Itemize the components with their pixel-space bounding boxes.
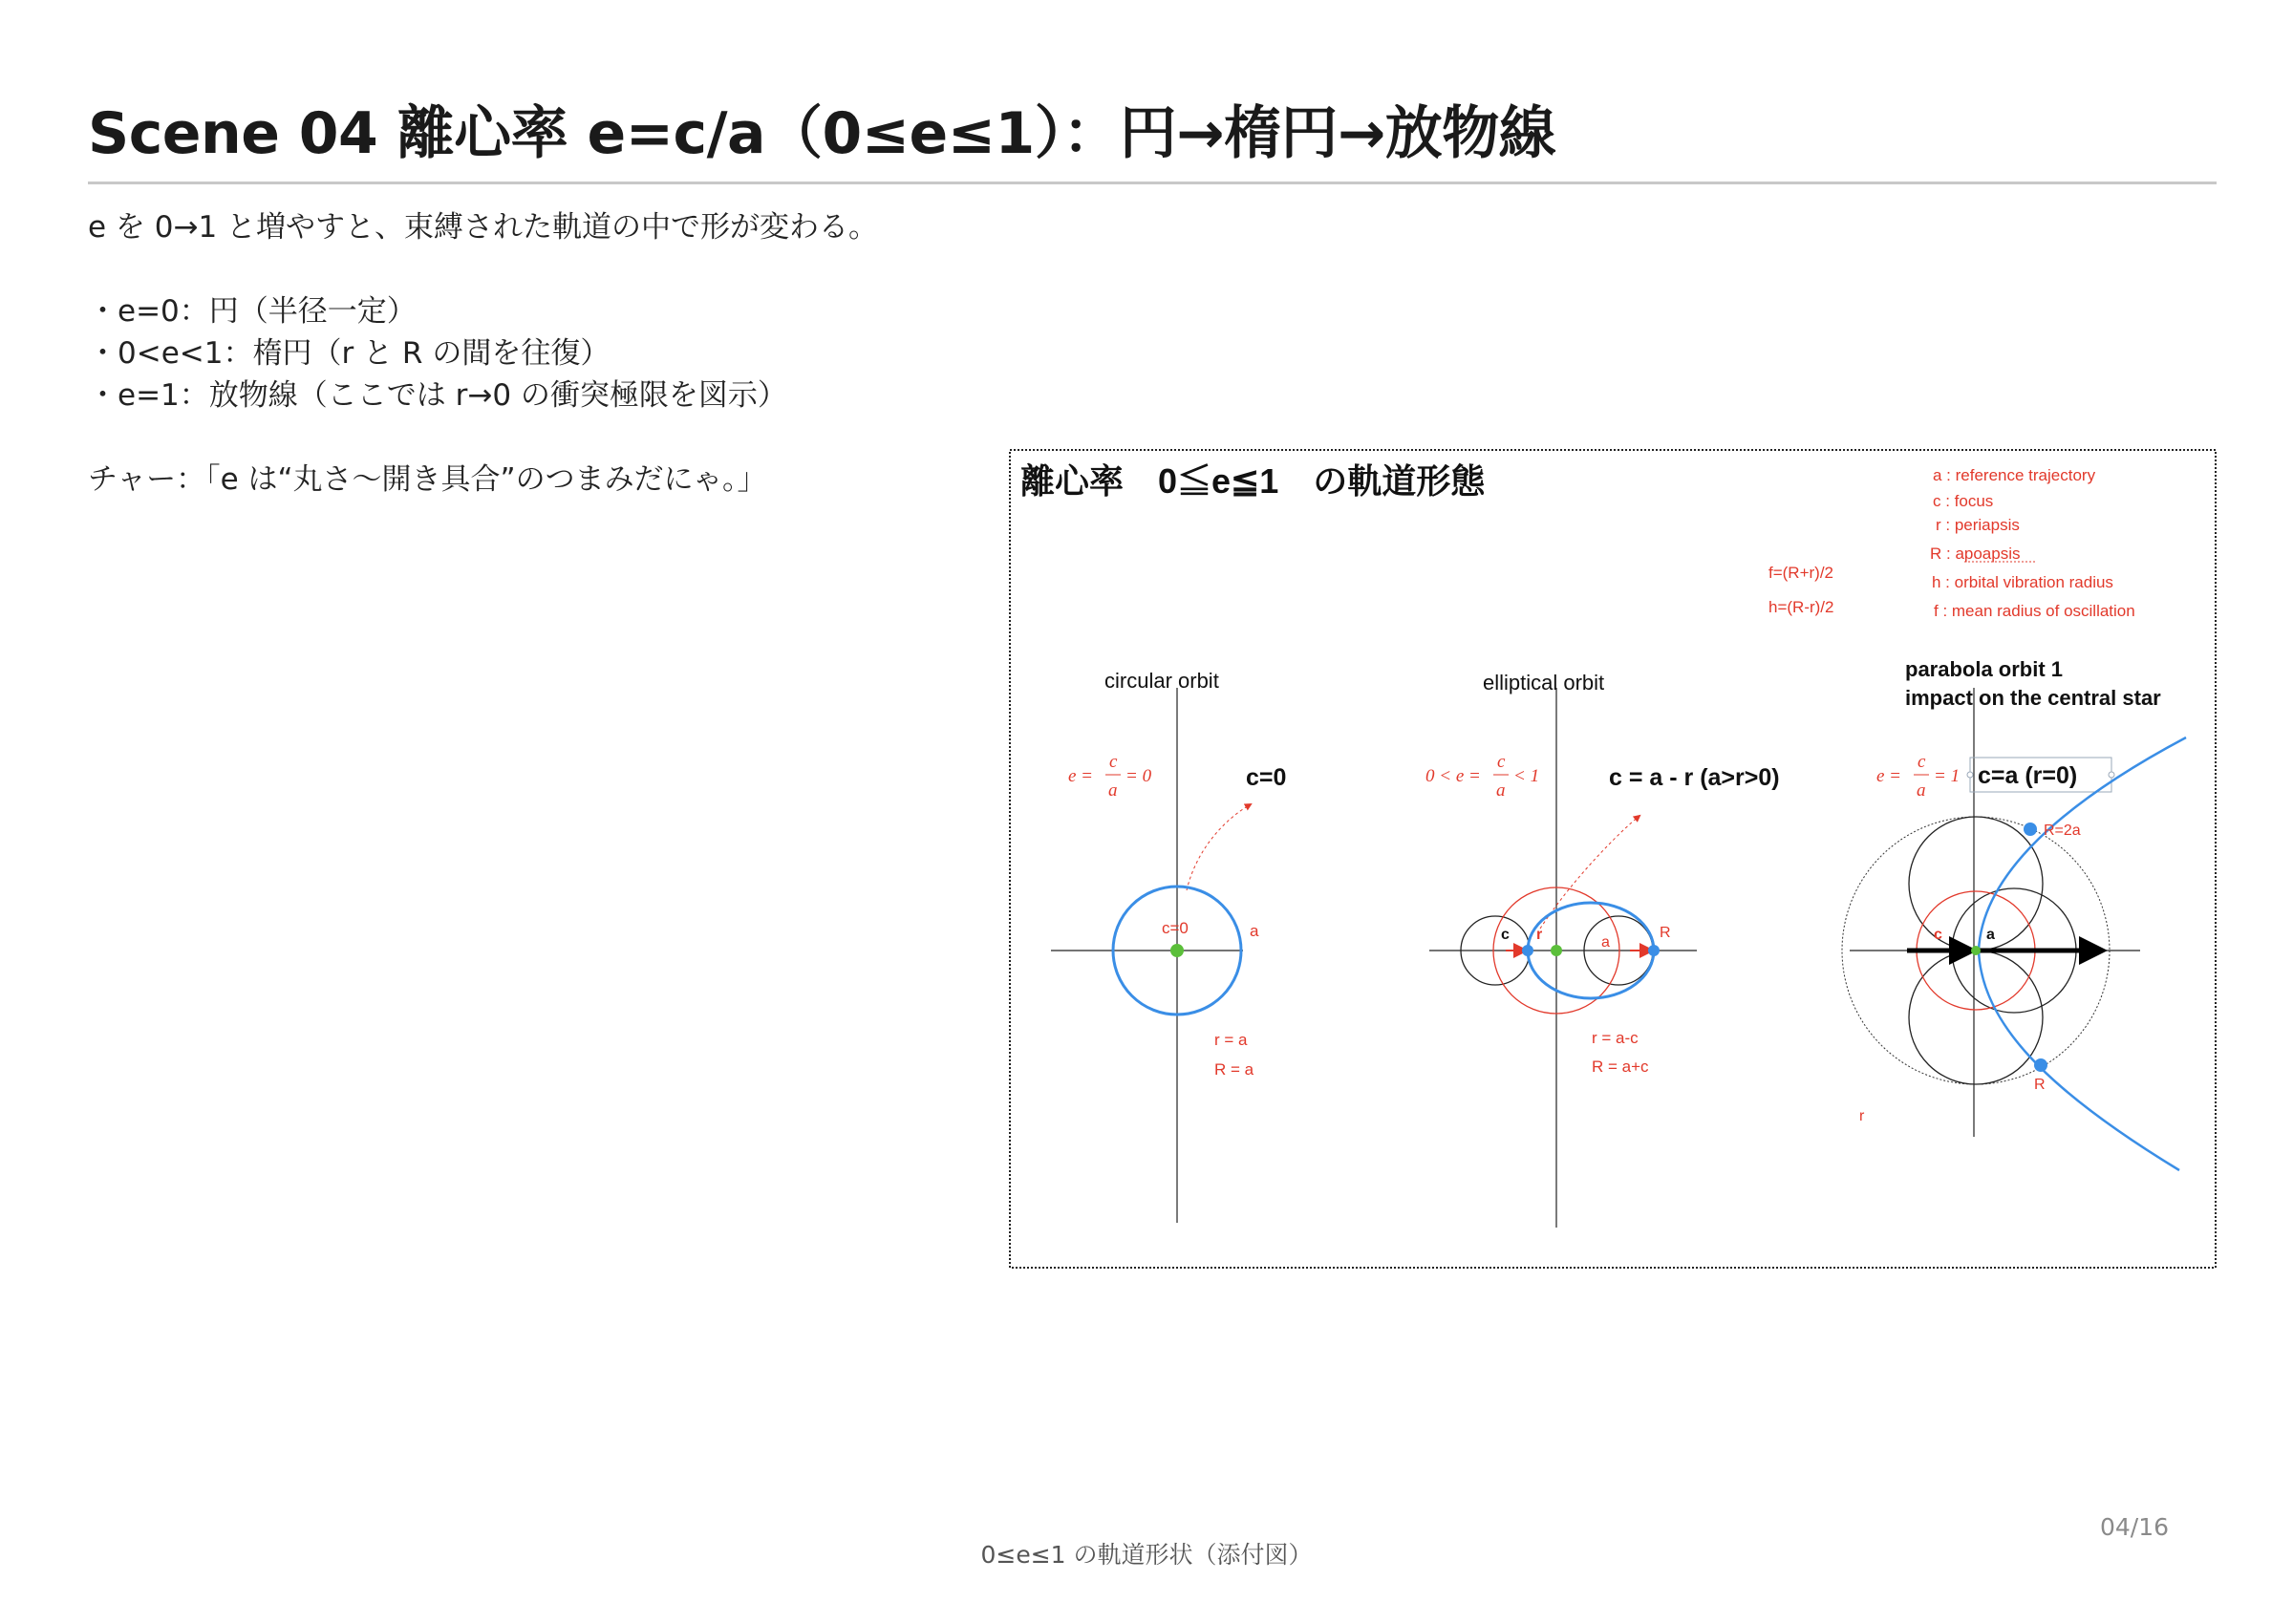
parabola-heading-1: parabola orbit 1 xyxy=(1905,657,2064,681)
elliptical-periapsis-dot xyxy=(1522,945,1533,956)
circular-relation-r: r = a xyxy=(1214,1031,1248,1049)
legend-item-r: r : periapsis xyxy=(1936,516,2020,534)
elliptical-relation-R: R = a+c xyxy=(1592,1058,1649,1076)
svg-text:a: a xyxy=(1108,780,1118,801)
svg-text:a: a xyxy=(1496,780,1506,801)
parabola-label-a: a xyxy=(1986,927,1995,943)
body-spacer xyxy=(88,417,948,459)
svg-text:c: c xyxy=(1109,752,1118,772)
body-spacer xyxy=(88,248,948,290)
parabola-label-c: c xyxy=(1934,927,1942,943)
svg-text:0 < e =: 0 < e = xyxy=(1425,766,1481,786)
circular-center-label: c=0 xyxy=(1162,919,1189,937)
legend-item-c: c : focus xyxy=(1933,492,1994,510)
circular-relation-R: R = a xyxy=(1214,1060,1254,1079)
elliptical-apoapsis-dot xyxy=(1648,945,1660,956)
parabola-label-R2a: R=2a xyxy=(2044,823,2081,839)
svg-text:a: a xyxy=(1917,780,1926,801)
svg-text:e =: e = xyxy=(1876,766,1902,786)
svg-text:= 0: = 0 xyxy=(1125,766,1152,786)
body-text xyxy=(88,206,948,501)
figure-caption: 0≤e≤1 の軌道形状（添付図） xyxy=(980,1541,1313,1569)
circular-radius-label: a xyxy=(1250,922,1259,940)
slide-title: Scene 04 離心率 e=c/a（0≤e≤1）：円→楕円→放物線 xyxy=(88,100,1556,167)
figure-title: 離心率 0≦e≦1 の軌道形態 xyxy=(1020,461,1486,501)
elliptical-heading: elliptical orbit xyxy=(1483,671,1605,694)
svg-text:c: c xyxy=(1918,752,1926,772)
parabola-heading-2: impact on the central star xyxy=(1905,686,2161,710)
elliptical-relation-r: r = a-c xyxy=(1592,1029,1639,1047)
parabola-lower-apoapsis-dot xyxy=(2034,1058,2047,1072)
parabola-label-r: r xyxy=(1859,1108,1865,1124)
legend-item-f: f : mean radius of oscillation xyxy=(1934,602,2135,620)
svg-text:= 1: = 1 xyxy=(1934,766,1961,786)
legend-item-h: h : orbital vibration radius xyxy=(1932,573,2113,591)
svg-text:< 1: < 1 xyxy=(1513,766,1540,786)
parabola-focus-dot xyxy=(1971,946,1981,955)
legend-item-a: a : reference trajectory xyxy=(1933,466,2096,484)
title-divider xyxy=(88,182,2217,184)
body-character-quote: チャー：「e は“丸さ〜開き具合”のつまみだにゃ。」 xyxy=(88,462,767,497)
elliptical-label-r: r xyxy=(1536,927,1543,943)
parabola-note: c=a (r=0) xyxy=(1978,762,2078,789)
elliptical-label-R: R xyxy=(1660,925,1671,941)
elliptical-label-c: c xyxy=(1501,927,1510,943)
formula-f: f=(R+r)/2 xyxy=(1768,564,1834,582)
formula-h: h=(R-r)/2 xyxy=(1768,598,1834,616)
body-bullet-circle: ・e=0：円（半径一定） xyxy=(88,294,417,329)
parabola-upper-apoapsis-dot xyxy=(2024,823,2037,836)
parabola-label-R: R xyxy=(2034,1077,2046,1093)
elliptical-focus-dot xyxy=(1551,945,1562,956)
page-number: 04/16 xyxy=(2099,1513,2169,1541)
body-bullet-ellipse: ・0<e<1：楕円（r と R の間を往復） xyxy=(88,336,611,371)
body-bullet-parabola: ・e=1：放物線（ここでは r→0 の衝突極限を図示） xyxy=(88,378,787,413)
svg-text:e =: e = xyxy=(1068,766,1094,786)
circular-note: c=0 xyxy=(1246,764,1287,791)
body-line-intro: e を 0→1 と増やすと、束縛された軌道の中で形が変わる。 xyxy=(88,210,879,245)
elliptical-note: c = a - r (a>r>0) xyxy=(1609,764,1780,791)
orbit-figure xyxy=(1009,449,2217,1269)
circular-focus-dot xyxy=(1170,944,1184,957)
elliptical-label-a: a xyxy=(1601,934,1610,951)
legend-item-R: R : apoapsis xyxy=(1930,545,2021,563)
svg-text:c: c xyxy=(1497,752,1506,772)
orbit-diagram xyxy=(1009,449,2217,1269)
circular-heading: circular orbit xyxy=(1104,669,1219,693)
